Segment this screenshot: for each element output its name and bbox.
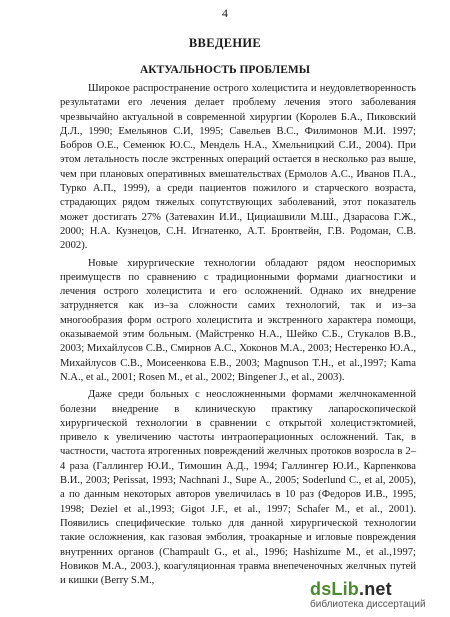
- watermark-logo: [310, 579, 442, 599]
- watermark-logo-suffix: .net: [359, 579, 392, 599]
- watermark-tagline: библиотека диссертаций: [310, 599, 426, 610]
- paragraph-2: Новые хирургические технологии обладают рядом неоспоримых преимуществ по сравнению с традиционными формами диагностики и лечения острого холецистита и его осложнений. Однако их внедрение затрудняется как из–за сложности самих технологий, так и из–за многообразия форм острого холецистита и экстренного характера помощи, оказываемой этим больным. (Майстренко Н.А., Шейко С.Б., Стукалов В.В., 2003; Михайлусов С.В., Смирнов А.С., Хоконов М.А., 2003; Нестеренко Ю.А., Михайлусов С.В., Моисеенкова Е.В., 2003; Magnuson T.H., et al.,1997; Kama N.A., et al., 2001; Rosen M., et al., 2002; Bingener J., et al., 2003).: [60, 257, 416, 383]
- watermark-logo-main: dsLib: [310, 579, 359, 599]
- site-watermark[interactable]: [310, 579, 442, 611]
- body-text: [60, 82, 416, 591]
- paragraph-1: Широкое распространение острого холецистита и неудовлетворенность результатами его лечения делает проблему лечения этого заболевания чрезвычайно актуальной в современной хирургии (Королев Б.А., Пиковский Д.Л., 1990; Емельянов С.И, 1995; Савельев В.С., Филимонов М.И. 1997; Бобров О.Е., Семенюк Ю.С., Мендель Н.А., Хмельницкий С.И., 2004). При этом летальность после экстренных операций остается в несколько раз выше, чем при плановых оперативных вмешательствах (Ермолов А.С., Иванов П.А., Турко А.П., 1999), а среди пациентов пожилого и старческого возраста, страдающих рядом тяжелых сопутствующих заболеваний, этот показатель может достигать 27% (Затевахин И.И., Цициашвили М.Ш., Дзарасова Г.Ж., 2000; Н.А. Кузнецов, С.Н. Игнатенко, А.Т. Бронтвейн, Г.В. Родоман, С.В. 2002).: [60, 83, 416, 252]
- section-title: АКТУАЛЬНОСТЬ ПРОБЛЕМЫ: [139, 64, 311, 76]
- paragraph-3: Даже среди больных с неосложненными формами желчнокаменной болезни внедрение в клиническую практику лапароскопической хирургической технологии в сравнении с открытой холецистэктомией, привело к увеличению частоты интраоперационных осложнений. Так, в частности, частота ятрогенных повреждений желчных протоков возросла в 2–4 раза (Галлингер Ю.И., Тимошин А.Д., 1994; Галлингер Ю.И., Карпенкова В.И., 2003; Perissat, 1993; Nachnani J., Supe A., 2005; Soderlund C., et al, 2005), а по данным некоторых авторов увеличилась в 10 раз (Федоров И.В., 1995, 1998; Deziel et al.,1993; Gigot J.F., et al., 1997; Schafer M., et al., 2001). Появились специфические только для данной хирургической технологии такие осложнения, как газовая эмболия, троакарные и игловые повреждения внутренних органов (Champault G., et al., 1996; Hashizume M., et al.,1997; Новиков М.А., 2003.), коагуляционная травма внепеченочных желчных путей и кишки (Berry S.M.,: [60, 389, 416, 587]
- page-number: 4: [222, 6, 228, 20]
- chapter-title: ВВЕДЕНИЕ: [188, 36, 262, 50]
